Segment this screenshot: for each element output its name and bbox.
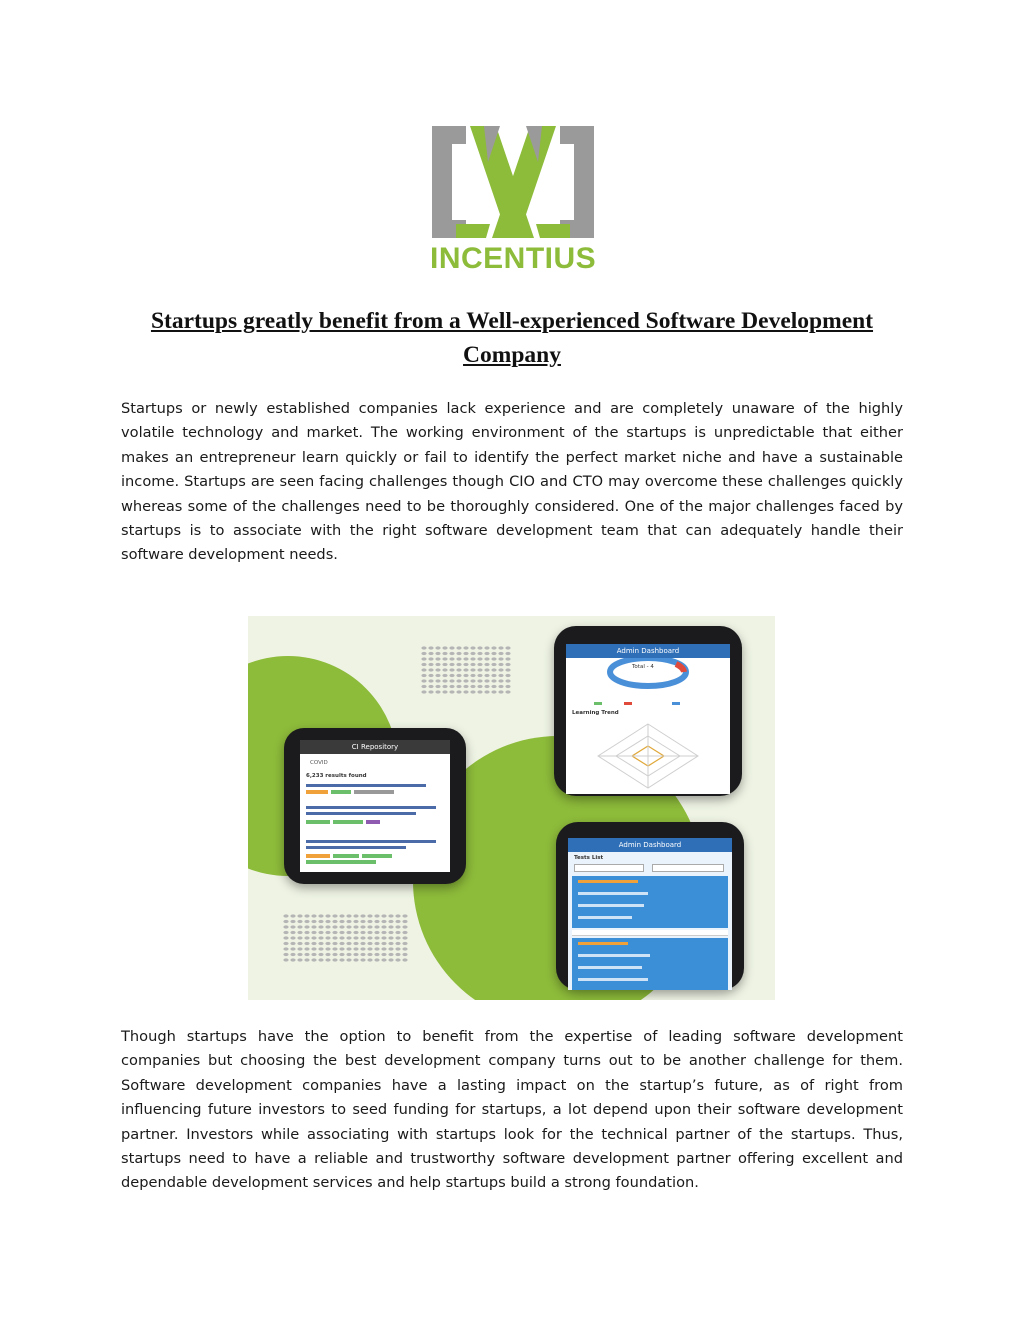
hero-illustration	[248, 616, 775, 1000]
logo-wordmark: INCENTIUS	[430, 242, 597, 275]
radar-chart-icon	[566, 718, 730, 794]
phone-top-right	[554, 626, 742, 796]
phone-bottom-right-screen	[568, 838, 732, 990]
phone-left-header: CI Repository	[300, 740, 450, 754]
phone-left-results: 6,233 results found	[306, 773, 367, 779]
tests-list-title: Tests List	[574, 855, 604, 861]
phone-left	[284, 728, 466, 884]
phone-top-right-header: Admin Dashboard	[566, 644, 730, 658]
learning-trend-title: Learning Trend	[572, 710, 619, 716]
phone-left-search: COVID	[310, 760, 328, 766]
phone-top-right-screen	[566, 644, 730, 794]
logo-mark-icon	[430, 122, 596, 242]
phone-left-screen	[300, 740, 450, 872]
incentius-logo	[430, 122, 596, 278]
page-title: Startups greatly benefit from a Well-experienced Software Development Company	[150, 308, 874, 368]
body-paragraph: Though startups have the option to benefit from the expertise of leading software development companies but choosing the best development company turns out to be another challenge for them. Software development companies have a lasting impact on the startup’s future, as of right from influencing future investors to seed funding for startups, a lot depend upon their software development partner. Investors while associating with startups look for the technical partner of the startups. Thus, startups need to have a reliable and trustworthy software development partner offering excellent and dependable development services and help startups build a strong foundation.	[121, 1028, 903, 1192]
donut-total-label: Total - 4	[632, 664, 654, 670]
phone-bottom-right	[556, 822, 744, 990]
intro-paragraph: Startups or newly established companies lack experience and are completely unaware of the highly volatile technology and market. The working environment of the startups is unpredictable that either makes an entrepreneur learn quickly or fail to identify the perfect market niche and have a sustainable income. Startups are seen facing challenges though CIO and CTO may overcome these challenges quickly whereas some of the challenges need to be thoroughly considered. One of the major challenges faced by startups is to associate with the right software development team that can adequately handle their software development needs.	[121, 400, 903, 564]
phone-bottom-right-header: Admin Dashboard	[568, 838, 732, 852]
